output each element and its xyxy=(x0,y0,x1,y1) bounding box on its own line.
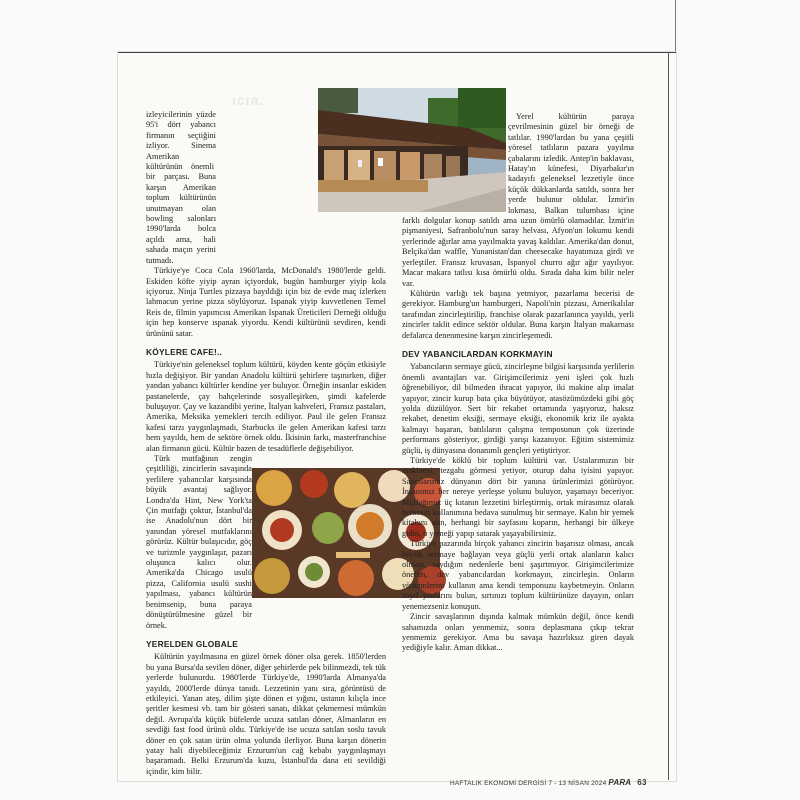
right-article-column xyxy=(402,112,634,772)
terrace-photo-right-wrap-space xyxy=(402,112,508,208)
section-heading-koylere-cafe: KÖYLERE CAFE!.. xyxy=(146,346,223,357)
right-paragraph-4: Türkiye'de köklü bir toplum kültürü var. Ustalarımızın bir makineyi, tezgahı görmesi yetiyor, oturup daha iyisini yapıyor. Satıcılarımız dünyanın dört bir yanına ürünlerimizi götürüyor. İnsanımız her nereye yerleşse yolunu buluyor, yaşamayı beceriyor. Mutfağımız üç kıtanın lezzetini birleştirmiş, ortak mirasımız olarak herkesin kullanımına bedava sunulmuş bir sermaye. Kalın bir yemek kitabını alın, herhangi bir sayfasını koparın, herhangi bir ülkeye gidin, o yemeği yapıp satarak yaşayabilirsiniz. xyxy=(402,456,634,538)
right-paragraph-6: Zincir savaşlarının dışında kalmak mümkün değil, önce kendi sahamızda onları yenmemiz, sonra deplasmana çıkıp tekrar yenmemiz gerekiyor. Ama bu savaşa hazırlıksız giren dayak yediğiyle kalır. Aman dikkat... xyxy=(402,612,634,653)
right-paragraph-5: Türkiye pazarında birçok yabancı zincirin başarısız olması, ancak büyük sermaye bağlayan veya güçlü yerli ortak alanların kalıcı olması, saydığım nedenlerle beni şaşırtmıyor. Girişimcilerimize önerim, dev yabancılardan korkmayın, zincirleşin. Onların yöntemlerini kullanın ama kendi temponuzu kaybetmeyin. Onların zayıf yanlarını bulun, sırtınızı toplum kültürünüze dayayın, onları yenemezseniz konuşun. xyxy=(402,539,634,611)
faded-background-lettering: ıcıa. xyxy=(232,92,265,108)
right-paragraph-2: Kültürün varlığı tek başına yetmiyor, pazarlama becerisi de gerekiyor. Hamburg'un hamburgeri, Napoli'nin pizzası, Amerikalılar tarafından zincirleştirilip, franchise olarak pazarlanınca yayıldı, yerli zincirler taklit edince sektör oldular. Buna karşın İtalyan makarnası defalarca denenmesine karşın zincirleşemedi. xyxy=(402,288,634,340)
left-paragraph-4: Türk mutfağının zengin çeşitliliği, zincirlerin savaşında yerlilere yabancılar karşısında büyük avantaj sağlıyor. Londra'da Hint, New York'ta Çin mutfağı çoktur, İstanbul'da ise Anadolu'nun dört bir yanından yöresel mutfaklarını görürüz. Kültür bulaşıcıdır, göç ve turizmle yaygınlaşır, pazarı oluşunca kalıcı olur. Amerika'da Chicago usulü pizza, California usulü sushi yapılması, yabancı kültürün benimsenip, buna paraya dönüştürülmesine güzel bir örnek. xyxy=(146,454,252,630)
section-heading-dev-yabancilar: DEV YABANCILARDAN KORKMAYIN xyxy=(402,348,553,359)
right-paragraph-1: Yerel kültürün paraya çevrilmesinin güzel bir örneği de tatlılar. 1990'lardan bu yana çeşitli yöresel tatlıların pazara yayılma çabalarını izledik. Antep'in baklavası, Hatay'ın künefesi, Diyarbakır'ın kadayıfı geleneksel lezzetiyle önce küçük dükkanlarda satıldı, sonra her yerde bulunur oldular. İzmir'in lokması, Balkan tulumbası içine farklı dolgular konup satıldı ama uzun ömürlü olamadılar. İzmit'in pişmaniyesi, Safranbolu'nun saray helvası, Afyon'un lokumu kendi yerlerinde ağırlar ama yayılmakta yavaş kaldılar. Amerika'dan donut, Belçika'dan waffle, Yunanistan'dan cheesecake hayatımıza girdi ve yerleştiler. Fransız kruvasan, İspanyol churro ağır ağır yayılıyor. Macar makara tatlısı kısa ömürlü oldu. Sırada daha kim bilir neler var. xyxy=(402,112,634,288)
left-paragraph-3: Türkiye'nin geleneksel toplum kültürü, köyden kente göçün etkisiyle hızla değişiyor. Bir yandan Anadolu kültürü şehirlere taşınırken, diğer yandan yabancı kültürler kendine yer buluyor. Örneğin insanlar eskiden pastanelerde, çay bahçelerinde sosyalleşirken, şimdi kafelerde buluşuyor. Çay ve kazandibi yerine, İtalyan kahveleri, Fransız pastaları, Amerika, Meksika yemekleri tercih ediliyor. Paul ile gelen Fransız kafesi tarzı yaygınlaşmadı, Starbucks ile gelen Amerikan kafesi tarzı hem yayıldı, hem de sektöre örnek oldu. İkisinin farkı, masterfranchise alan firmanın gücü. Kültür bazen de tesadüflerle değişebiliyor. xyxy=(146,360,386,453)
page-footer xyxy=(450,778,647,787)
food-photo-wrap-space xyxy=(252,496,386,628)
section-heading-yerelden-globale: YERELDEN GLOBALE xyxy=(146,638,239,649)
footer-magazine-info: HAFTALIK EKONOMİ DERGİSİ 7 - 13 NİSAN 2024 xyxy=(450,780,607,787)
left-paragraph-2: Türkiye'ye Coca Cola 1960'larda, McDonald's 1980'lerde geldi. Eskiden köfte yiyip ayran içiyorduk, bugün hamburger yiyip kola içiyoruz. Ninja Turtles pizzaya bayıldığı için biz de evde maç izlerken lahmacun yerine pizza söylüyoruz. Ispanak yiyip kuvvetlenen Temel Reis de, filmin yapımcısı Amerikan Ispanak Üreticileri Derneği olduğu için hep konserve ıspanak yiyordu. Kendi kültürünü sevdiren, kendi ürününü satar. xyxy=(146,266,386,338)
left-paragraph-1: izleyicilerinin yüzde 95'i dört yabancı firmanın seçtiğini izliyor. Sinema Amerikan kültürünün önemli bir parçası. Buna karşın Amerikan toplum kültürünün unutmayan olan bowling salonları 1990'larda bolca açıldı ama, hali sahada maçın yerini tutmadı. xyxy=(146,110,216,265)
right-paragraph-3: Yabancıların sermaye gücü, zincirleşme bilgisi karşısında yerlilerin önemli avantajları var. Girişimcilerimiz yeni işleri çok hızlı öğrenebiliyor, dil bilmeden ihracat yapıyor, iki makine alıp imalat yapıyor, zincir kurup bata çıka büyütüyor, atasözümüzdeki gibi göç yolda düzülüyor. Sert bir rekabet ortamında yaşıyoruz, haksız rekabet, denetim eksiği, sermaye eksiği, ekonomik kriz ile ayakta kalmayı başaran, batılıların çalışma temposunun çok üzerinde performans gösteriyor, girdiği yarışı kazanıyor. Eğitim sistemimiz güçlü, iş dünyasına donanımlı gençleri yetiştiriyor. xyxy=(402,362,634,455)
footer-brand: PARA xyxy=(608,778,632,787)
terrace-photo-wrap-space xyxy=(316,110,386,172)
page-right-border xyxy=(668,52,669,780)
left-article-column xyxy=(146,110,386,776)
left-paragraph-5: Kültürün yayılmasına en güzel örnek döner olsa gerek. 1850'lerden bu yana Bursa'da sevilen döner, diğer şehirlerde pek bilinmezdi, tek tük yerlerde bulunurdu. 1980'lerde Türkiye'de, 1990'larda Almanya'da yayıldı, 2000'lerde dünya tanıdı. Lezzetinin yanı sıra, görüntüsü de etkileyici. Yanan ateş, dilim şişte dönen et yığını, ustanın kılıçla ince şeritler kesmesi vb. tam bir gösteri sanatı, dikkat çekmemesi mümkün değil. Avrupa'da küçük büfelerde ucuza satılan döner, Almanların en sevdiği fast food ürünü oldu. Türkiye'de ise ucuza satılan soslu tavuk döner en çok satan ürün olma yolunda ilerliyor. Buna karşın dönerin yatay hali diyebileceğimiz Erzurum'un cağ kebabı yaygınlaşmayı başaramadı. Belki Erzurum'da kuzu, İstanbul'da dana eti sevildiği içindir, kim bilir. xyxy=(146,652,386,776)
page-edge-line xyxy=(675,0,676,56)
page-number: 63 xyxy=(637,778,647,787)
